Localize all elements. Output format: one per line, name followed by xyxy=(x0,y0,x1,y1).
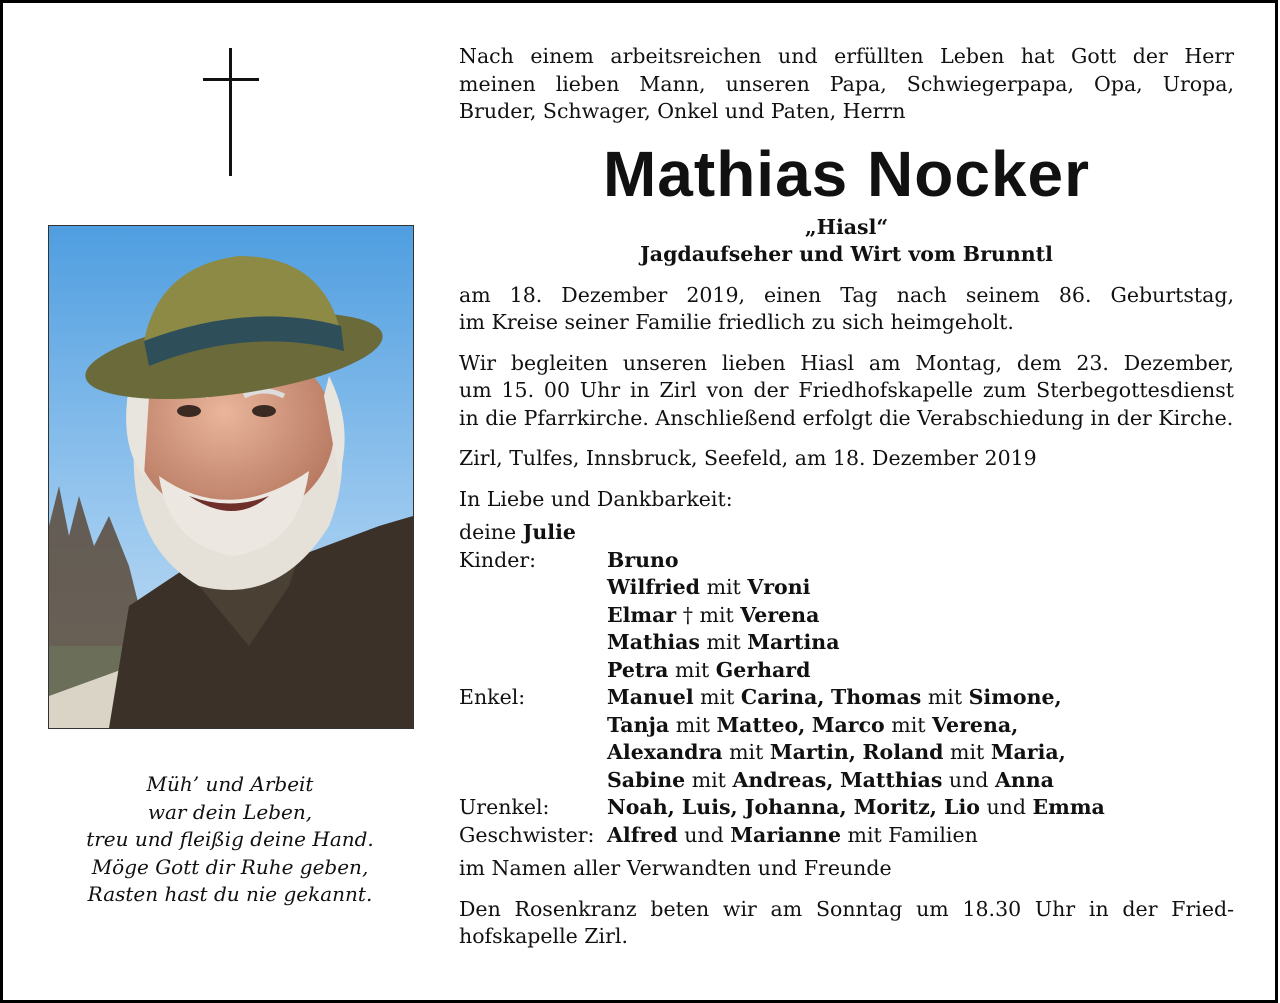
kinder-label: Kinder: xyxy=(459,547,537,572)
love-line: In Liebe und Dankbarkeit: xyxy=(459,486,733,511)
geschwister-block: Geschwister: Alfred und Marianne mit Familien xyxy=(459,822,1234,850)
enkel-block xyxy=(459,684,1234,794)
memorial-poem xyxy=(43,771,417,909)
list-item: Tanja mit Matteo, Marco mit Verena, xyxy=(607,712,1019,737)
list-item: Wilfried mit Vroni xyxy=(607,575,811,599)
enkel-label: Enkel: xyxy=(459,685,526,709)
all-relatives: im Namen aller Verwandten und Freunde xyxy=(459,856,892,880)
obituary-text xyxy=(459,43,1234,951)
list-item: Alexandra mit Martin, Roland mit Maria, xyxy=(607,740,1066,764)
rosary-line: hofskapelle Zirl. xyxy=(459,924,628,948)
death-line: im Kreise seiner Familie friedlich zu sich heimgeholt. xyxy=(459,310,1014,334)
list-item: Sabine mit Andreas, Matthias und Anna xyxy=(607,767,1054,792)
death-line: am 18. Dezember 2019, einen Tag nach seinem 86. Geburtstag, xyxy=(459,282,1234,307)
intro-line: Nach einem arbeitsreichen und erfüllten Leben hat Gott der Herr xyxy=(459,44,1234,68)
place-date: Zirl, Tulfes, Innsbruck, Seefeld, am 18. Dezember 2019 xyxy=(459,446,1037,470)
urenkel-label: Urenkel: xyxy=(459,795,550,819)
list-item: Bruno xyxy=(607,547,679,572)
list-item: Mathias mit Martina xyxy=(607,630,840,654)
intro-line: Bruder, Schwager, Onkel und Paten, Herrn xyxy=(459,99,906,123)
list-item: Manuel mit Carina, Thomas mit Simone, xyxy=(607,685,1062,709)
poem-line: Rasten hast du nie gekannt. xyxy=(87,882,373,906)
urenkel-block: Urenkel: Noah, Luis, Johanna, Moritz, Lio und Emma xyxy=(459,794,1234,822)
nickname: „Hiasl“ xyxy=(804,214,889,239)
poem-line: war dein Leben, xyxy=(147,799,313,824)
list-item: Elmar † mit Verena xyxy=(607,602,820,627)
deceased-cross: † xyxy=(682,602,693,627)
poem-line: Müh’ und Arbeit xyxy=(146,772,314,796)
funeral-line: um 15. 00 Uhr in Zirl von der Friedhofskapelle zum Sterbegottesdienst xyxy=(459,378,1234,402)
wife-name: Julie xyxy=(522,520,576,544)
geschwister-label: Geschwister: xyxy=(459,822,595,847)
funeral-line: Wir begleiten unseren lieben Hiasl am Montag, dem 23. Dezember, xyxy=(459,350,1234,375)
list-item: Petra mit Gerhard xyxy=(607,657,811,682)
poem-line: Möge Gott dir Ruhe geben, xyxy=(91,854,369,879)
wife-line: deine Julie xyxy=(459,520,576,544)
portrait-photo xyxy=(48,225,414,729)
rosary-line: Den Rosenkranz beten wir am Sonntag um 18.30 Uhr in der Fried- xyxy=(459,896,1234,921)
cross-icon xyxy=(203,48,259,176)
kinder-block xyxy=(459,547,1234,685)
deceased-name: Mathias Nocker xyxy=(602,137,1091,210)
funeral-line: in die Pfarrkirche. Anschließend erfolgt die Verabschiedung in der Kirche. xyxy=(459,405,1234,430)
poem-line: treu und fleißig deine Hand. xyxy=(86,827,374,851)
intro-line: meinen lieben Mann, unseren Papa, Schwiegerpapa, Opa, Uropa, xyxy=(459,71,1234,96)
occupation: Jagdaufseher und Wirt vom Brunntl xyxy=(640,242,1053,266)
